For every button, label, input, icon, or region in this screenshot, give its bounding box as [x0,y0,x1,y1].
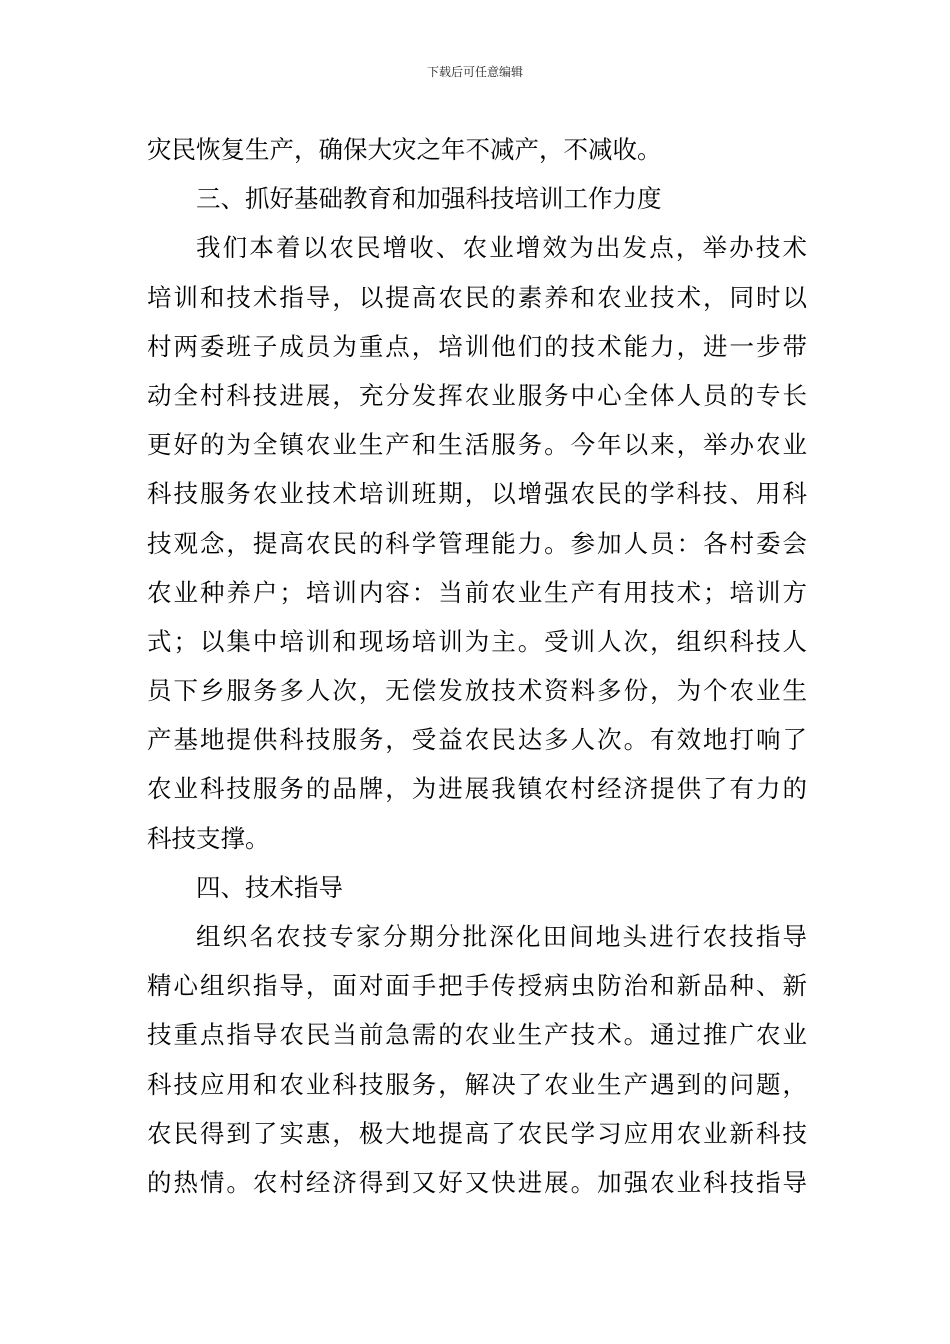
page-header: 下载后可任意编辑 [426,65,523,79]
text-line: 技重点指导农民当前急需的农业生产技术。通过推广农业 [147,1020,807,1050]
text-line: 精心组织指导，面对面手把手传授病虫防治和新品种、新 [147,971,807,1001]
text-line: 组织名农技专家分期分批深化田间地头进行农技指导 [196,922,807,951]
text-line: 科技支撑。 [147,823,270,853]
text-line: 培训和技术指导，以提高农民的素养和农业技术，同时以 [147,282,807,312]
section-heading: 四、技术指导 [196,872,343,902]
text-line: 更好的为全镇农业生产和生活服务。今年以来，举办农业 [147,430,807,460]
text-line: 科技服务农业技术培训班期，以增强农民的学科技、用科 [147,479,807,509]
text-line: 村两委班子成员为重点，培训他们的技术能力，进一步带 [147,331,807,361]
text-line: 技观念，提高农民的科学管理能力。参加人员：各村委会 [147,528,807,558]
text-line: 农业科技服务的品牌，为进展我镇农村经济提供了有力的 [147,774,807,804]
text-line: 我们本着以农民增收、农业增效为出发点，举办技术 [196,233,807,263]
text-line: 的热情。农村经济得到又好又快进展。加强农业科技指导 [147,1167,807,1197]
text-line: 灾民恢复生产，确保大灾之年不减产，不减收。 [147,135,662,164]
text-line: 农民得到了实惠，极大地提高了农民学习应用农业新科技 [147,1118,807,1148]
text-line: 动全村科技进展，充分发挥农业服务中心全体人员的专长 [147,380,807,410]
section-heading: 三、抓好基础教育和加强科技培训工作力度 [196,184,662,214]
text-line: 农业种养户；培训内容：当前农业生产有用技术；培训方 [147,577,807,607]
text-line: 产基地提供科技服务，受益农民达多人次。有效地打响了 [147,725,807,755]
body-text [147,125,807,1207]
text-line: 员下乡服务多人次，无偿发放技术资料多份，为个农业生 [147,676,807,706]
text-line: 式；以集中培训和现场培训为主。受训人次，组织科技人 [147,626,807,656]
text-line: 科技应用和农业科技服务，解决了农业生产遇到的问题， [147,1069,807,1099]
